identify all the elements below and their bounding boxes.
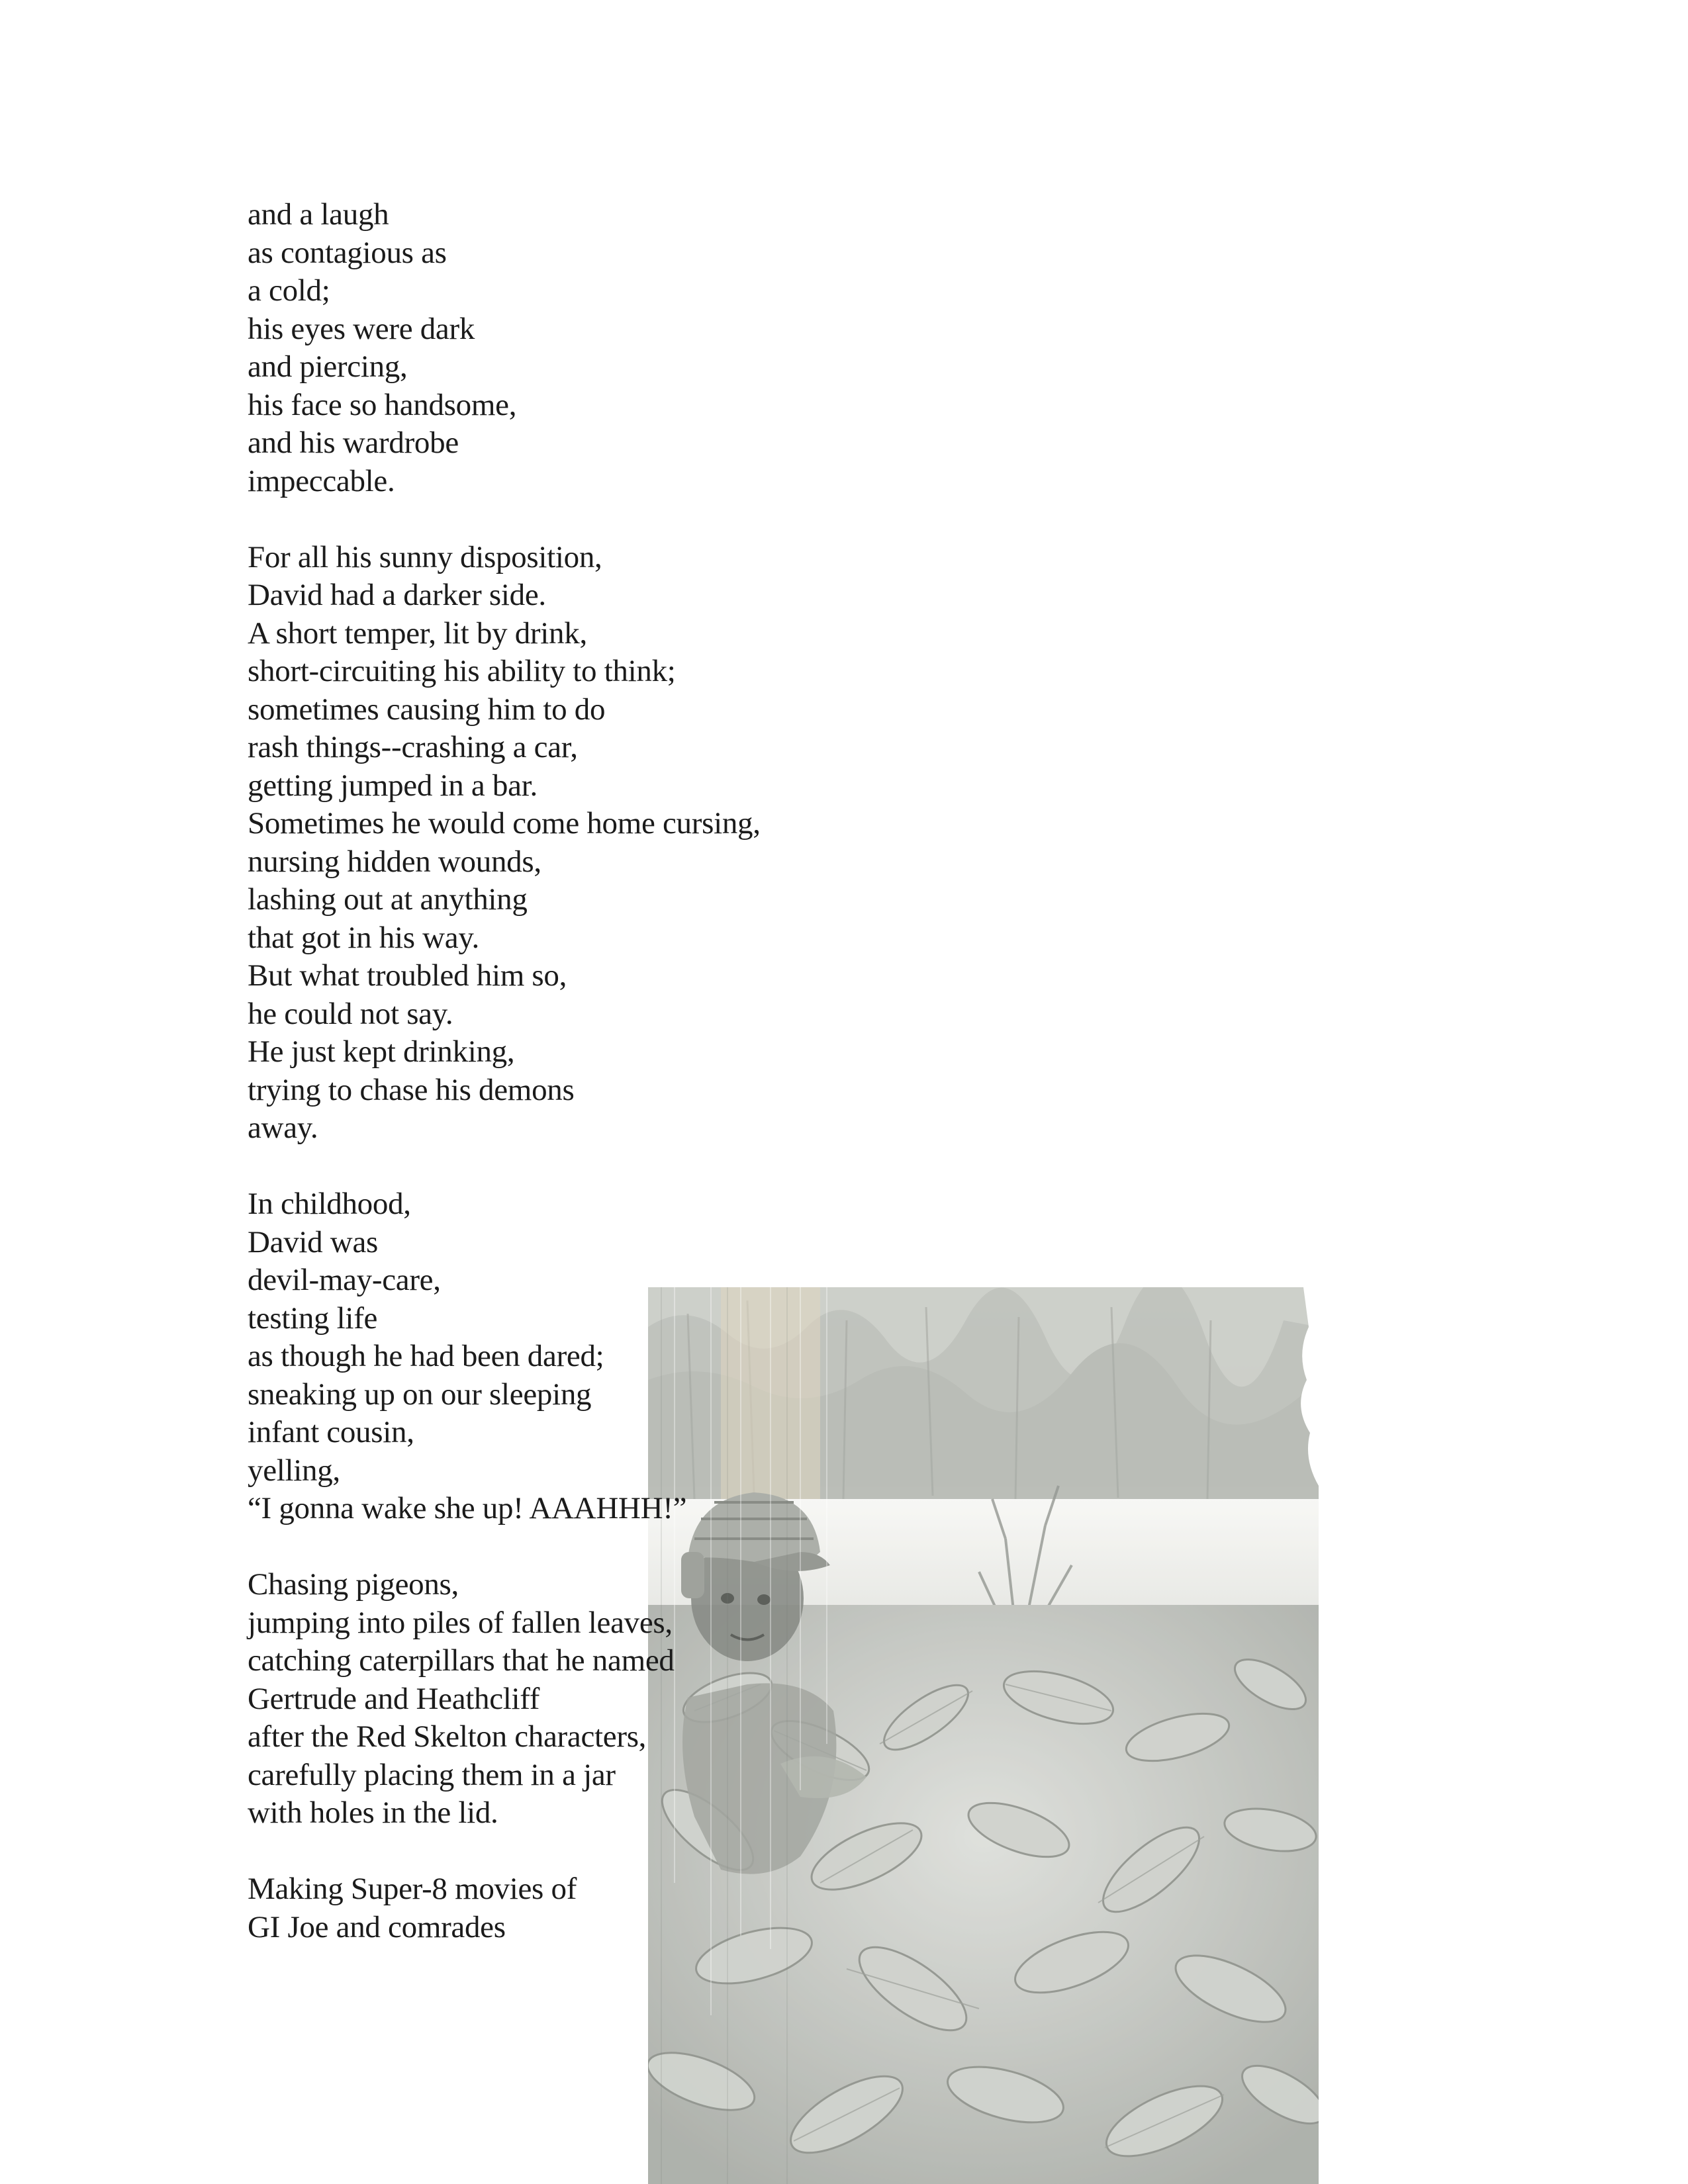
poem-line: with holes in the lid. xyxy=(248,1796,498,1830)
poem-line: Gertrude and Heathcliff xyxy=(248,1681,540,1716)
poem-line: as though he had been dared; xyxy=(248,1339,604,1373)
poem-line: Chasing pigeons, xyxy=(248,1567,459,1602)
poem-line: rash things--crashing a car, xyxy=(248,730,578,764)
poem-line: But what troubled him so, xyxy=(248,958,567,993)
poem-line: catching caterpillars that he named xyxy=(248,1643,675,1678)
poem-line: after the Red Skelton characters, xyxy=(248,1719,647,1754)
stanza xyxy=(248,1566,1108,1833)
poem-line: lashing out at anything xyxy=(248,882,528,917)
poem-line: sometimes causing him to do xyxy=(248,692,606,727)
poem-line: yelling, xyxy=(248,1453,340,1488)
poem-line: jumping into piles of fallen leaves, xyxy=(248,1605,673,1640)
stanza xyxy=(248,196,1108,500)
poem-line: trying to chase his demons xyxy=(248,1072,575,1107)
poem-line: a cold; xyxy=(248,273,330,308)
poem-line: He just kept drinking, xyxy=(248,1034,515,1069)
stanza xyxy=(248,1185,1108,1528)
poem-line: For all his sunny disposition, xyxy=(248,539,602,574)
poem-line: impeccable. xyxy=(248,463,395,498)
poem-line: nursing hidden wounds, xyxy=(248,844,541,879)
poem-line: getting jumped in a bar. xyxy=(248,768,538,803)
poem-line: that got in his way. xyxy=(248,920,479,955)
poem-line: GI Joe and comrades xyxy=(248,1909,506,1944)
poem-line: and piercing, xyxy=(248,349,408,384)
poem-line: testing life xyxy=(248,1300,378,1336)
poem-line: In childhood, xyxy=(248,1187,411,1221)
poem-line: devil-may-care, xyxy=(248,1263,441,1297)
poem-line: Sometimes he would come home cursing, xyxy=(248,806,761,841)
poem-line: David was xyxy=(248,1224,379,1259)
poem-line: infant cousin, xyxy=(248,1415,414,1449)
stanza xyxy=(248,1870,1108,1946)
poem-line: short-circuiting his ability to think; xyxy=(248,654,676,688)
poem-line: Making Super-8 movies of xyxy=(248,1872,577,1906)
poem-line: and a laugh xyxy=(248,197,389,232)
poem-text xyxy=(248,196,1108,1985)
poem-line: “I gonna wake she up! AAAHHH!” xyxy=(248,1491,687,1525)
poem-line: carefully placing them in a jar xyxy=(248,1757,616,1792)
poem-line: and his wardrobe xyxy=(248,426,459,460)
poem-line: he could not say. xyxy=(248,996,453,1031)
poem-line: A short temper, lit by drink, xyxy=(248,615,587,651)
poem-line: David had a darker side. xyxy=(248,578,546,612)
poem-line: sneaking up on our sleeping xyxy=(248,1377,592,1412)
poem-line: his face so handsome, xyxy=(248,387,517,422)
poem-line: away. xyxy=(248,1111,318,1145)
poem-line: as contagious as xyxy=(248,235,447,270)
poem-line: his eyes were dark xyxy=(248,311,475,346)
stanza xyxy=(248,539,1108,1148)
